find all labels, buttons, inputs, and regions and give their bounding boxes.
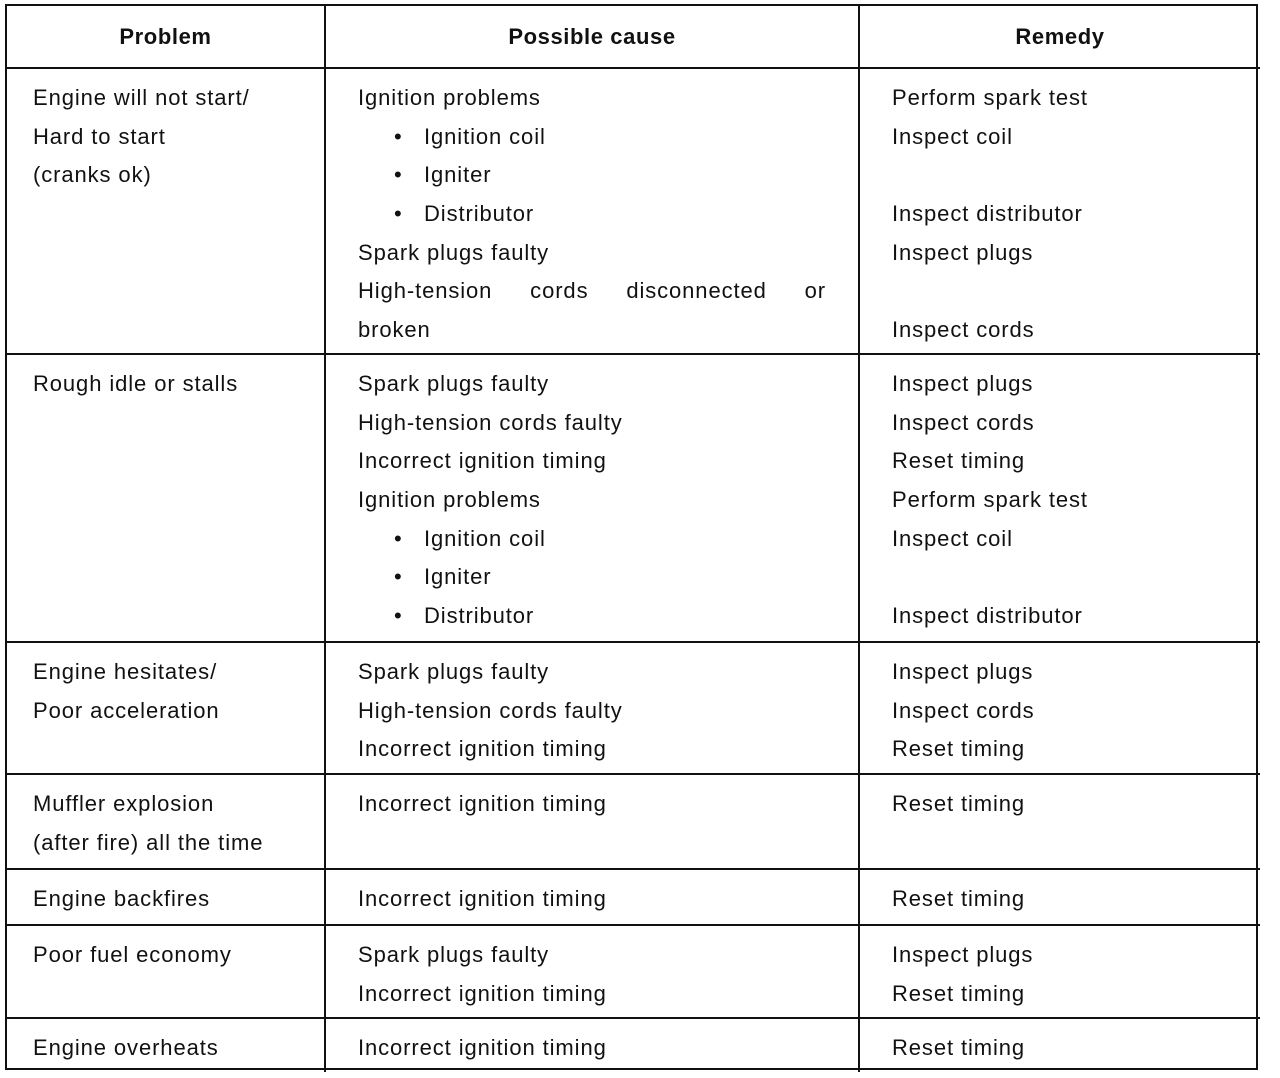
problem-text: Engine hesitates/ [33,659,218,684]
bullet-icon: • [394,603,403,629]
problem-text: Engine overheats [33,1035,219,1060]
remedy-text: Reset timing [892,448,1026,474]
cause-subitem [326,156,858,195]
problem-cell [7,1018,325,1072]
cause-cell [325,925,859,1018]
cause-subitem-text: Ignition coil [424,123,546,149]
cause-cell [325,642,859,774]
cause-cell [325,1018,859,1072]
remedy-text: Inspect plugs [892,659,1034,684]
remedy-text: Reset timing [892,1035,1026,1060]
remedy-text: Inspect distributor [892,201,1083,227]
problem-cell [7,68,325,354]
cause-word: disconnected [626,278,767,304]
cause-text: Spark plugs faulty [358,942,550,967]
cause-text: Incorrect ignition timing [358,1035,607,1060]
cause-cell [325,68,859,354]
remedy-cell [859,354,1260,642]
cause-text: Ignition problems [358,85,541,110]
remedy-cell [859,68,1260,354]
bullet-icon: • [394,525,403,551]
remedy-text: Inspect cords [892,409,1035,435]
cause-text: Incorrect ignition timing [358,791,607,816]
problem-text: Hard to start [33,123,166,149]
remedy-text: Reset timing [892,736,1026,762]
problem-cell [7,869,325,925]
cause-text: Spark plugs faulty [358,239,550,265]
remedy-text: Perform spark test [892,487,1088,513]
remedy-text: Reset timing [892,886,1026,911]
bullet-icon: • [394,123,403,149]
cause-text: Incorrect ignition timing [358,980,607,1006]
bullet-icon: • [394,564,403,590]
header-possible-cause: Possible cause [325,6,859,68]
cause-subitem [326,118,858,157]
remedy-text: Inspect plugs [892,239,1034,265]
problem-text: Engine will not start/ [33,85,250,110]
cause-text: Incorrect ignition timing [358,886,607,911]
remedy-cell [859,925,1260,1018]
table-row [7,1018,1260,1072]
cause-text: Spark plugs faulty [358,371,550,396]
cause-cell [325,354,859,642]
cause-subitem-text: Ignition coil [424,525,546,551]
problem-text: Poor fuel economy [33,942,232,967]
cause-word: or [804,278,826,304]
remedy-text: Inspect cords [892,697,1035,723]
bullet-icon: • [394,162,403,188]
remedy-text: Inspect coil [892,525,1013,551]
cause-subitem [326,520,858,559]
header-problem: Problem [7,6,325,68]
remedy-text [860,156,1260,195]
cause-subitem [326,195,858,234]
remedy-text: Inspect cords [892,317,1035,343]
table-row [7,774,1260,869]
remedy-text: Perform spark test [892,85,1088,110]
troubleshooting-table [7,6,1260,1072]
cause-subitem-text: Distributor [424,603,535,629]
remedy-text: Inspect coil [892,123,1013,149]
cause-cell [325,774,859,869]
cause-text: Incorrect ignition timing [358,736,607,762]
bullet-icon: • [394,201,403,227]
remedy-cell [859,642,1260,774]
cause-subitem-text: Igniter [424,564,492,590]
problem-text: (cranks ok) [33,162,152,188]
cause-text: Spark plugs faulty [358,659,550,684]
header-remedy: Remedy [859,6,1260,68]
cause-text-justified [326,272,858,311]
table-row [7,354,1260,642]
remedy-text [860,272,1260,311]
problem-cell [7,925,325,1018]
remedy-text: Reset timing [892,791,1026,816]
remedy-text: Inspect plugs [892,942,1034,967]
table-row [7,869,1260,925]
remedy-cell [859,774,1260,869]
table-row [7,925,1260,1018]
remedy-cell [859,1018,1260,1072]
problem-cell [7,354,325,642]
problem-cell [7,774,325,869]
problem-text: (after fire) all the time [33,829,264,855]
remedy-text: Reset timing [892,980,1026,1006]
cause-text: High-tension cords faulty [358,697,623,723]
problem-text: Rough idle or stalls [33,371,239,396]
cause-subitem-text: Distributor [424,201,535,227]
cause-word: High-tension [358,278,493,304]
problem-cell [7,642,325,774]
remedy-text: Inspect plugs [892,371,1034,396]
remedy-text: Inspect distributor [892,603,1083,629]
remedy-text [860,558,1260,597]
table-header-row [7,6,1260,68]
cause-text: Incorrect ignition timing [358,448,607,474]
troubleshooting-table-frame [5,4,1258,1070]
cause-subitem [326,597,858,636]
cause-text: High-tension cords faulty [358,409,623,435]
cause-word: cords [530,278,589,304]
cause-subitem [326,558,858,597]
cause-subitem-text: Igniter [424,162,492,188]
table-row [7,642,1260,774]
cause-text: broken [358,317,431,343]
table-row [7,68,1260,354]
cause-text: Ignition problems [358,487,541,513]
problem-text: Poor acceleration [33,697,220,723]
remedy-cell [859,869,1260,925]
cause-cell [325,869,859,925]
problem-text: Muffler explosion [33,791,215,816]
problem-text: Engine backfires [33,886,211,911]
